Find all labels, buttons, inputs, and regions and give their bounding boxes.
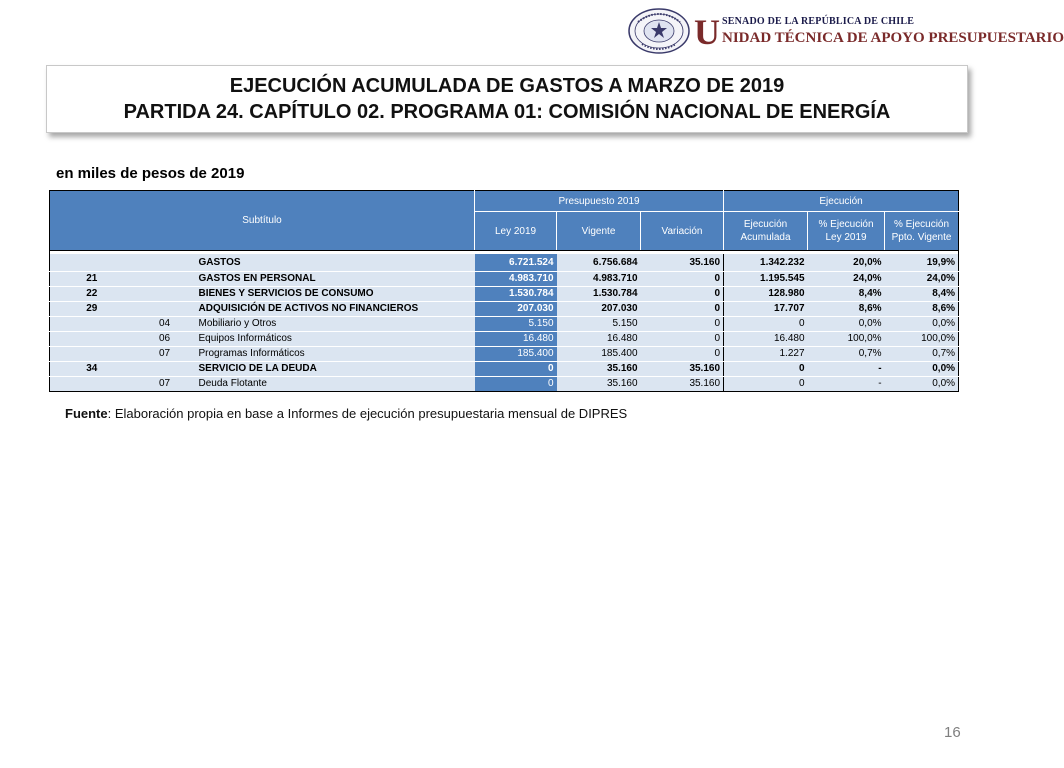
cell-vigente: 5.150 [557,317,641,332]
cell-subtitulo: 29 [50,302,134,317]
cell-pct-ley: 8,4% [808,287,885,302]
table-row [50,332,959,347]
cell-ejecucion: 17.707 [724,302,808,317]
cell-pct-ley: - [808,362,885,377]
cell-item: 06 [134,332,196,347]
cell-pct-ley: 0,0% [808,317,885,332]
cell-ejecucion: 1.342.232 [724,254,808,272]
brand-initial: U [694,12,720,52]
table-row [50,272,959,287]
cell-subtitulo: 34 [50,362,134,377]
cell-variacion: 35.160 [641,254,724,272]
cell-ley: 185.400 [475,347,557,362]
utap-brand [694,12,1064,54]
col-header-variacion: Variación [641,212,724,251]
cell-ley: 1.530.784 [475,287,557,302]
cell-vigente: 16.480 [557,332,641,347]
slide-title-box [46,65,968,133]
table-row [50,254,959,272]
budget-table [49,190,959,392]
cell-variacion: 35.160 [641,362,724,377]
col-header-pct-vig-l2: Ppto. Vigente [891,232,952,243]
cell-vigente: 4.983.710 [557,272,641,287]
source-label: Fuente [65,406,108,421]
cell-variacion: 0 [641,272,724,287]
table-row [50,287,959,302]
cell-variacion: 0 [641,287,724,302]
cell-vigente: 35.160 [557,362,641,377]
table-row [50,302,959,317]
table-body [50,251,959,392]
cell-ejecucion: 16.480 [724,332,808,347]
col-group-ejecucion: Ejecución [724,191,959,212]
cell-ley: 207.030 [475,302,557,317]
cell-ejecucion: 0 [724,317,808,332]
col-header-pct-vigente [885,212,959,251]
cell-pct-vigente: 19,9% [885,254,959,272]
cell-subtitulo [50,317,134,332]
cell-pct-ley: 24,0% [808,272,885,287]
cell-item: 07 [134,377,196,392]
cell-pct-vigente: 100,0% [885,332,959,347]
cell-item [134,362,196,377]
cell-variacion: 35.160 [641,377,724,392]
col-header-subtitulo: Subtítulo [50,191,475,251]
col-group-presupuesto: Presupuesto 2019 [475,191,724,212]
cell-subtitulo: 22 [50,287,134,302]
cell-pct-ley: 100,0% [808,332,885,347]
cell-pct-vigente: 8,4% [885,287,959,302]
cell-ley: 0 [475,377,557,392]
table-row [50,362,959,377]
cell-subtitulo [50,377,134,392]
slide-title-line-2: PARTIDA 24. CAPÍTULO 02. PROGRAMA 01: COMISIÓN NACIONAL DE ENERGÍA [123,101,891,123]
cell-pct-ley: 20,0% [808,254,885,272]
cell-subtitulo: 21 [50,272,134,287]
col-header-ley: Ley 2019 [475,212,557,251]
page-number: 16 [944,724,961,741]
cell-subtitulo [50,254,134,272]
cell-vigente: 1.530.784 [557,287,641,302]
cell-pct-vigente: 0,0% [885,362,959,377]
cell-pct-vigente: 24,0% [885,272,959,287]
cell-pct-ley: 8,6% [808,302,885,317]
cell-item [134,272,196,287]
table-row [50,377,959,392]
header-logo [628,8,1064,54]
cell-ejecucion: 0 [724,362,808,377]
cell-ejecucion: 1.195.545 [724,272,808,287]
cell-pct-vigente: 0,0% [885,377,959,392]
cell-name: Equipos Informáticos [196,332,475,347]
col-header-vigente: Vigente [557,212,641,251]
senado-seal-icon [628,8,690,54]
cell-item: 04 [134,317,196,332]
cell-pct-vigente: 0,0% [885,317,959,332]
col-header-ejecucion [724,212,808,251]
cell-item: 07 [134,347,196,362]
cell-item [134,254,196,272]
table-row [50,317,959,332]
cell-ejecucion: 1.227 [724,347,808,362]
cell-variacion: 0 [641,347,724,362]
col-header-ejecucion-l1: Ejecución [743,219,788,230]
cell-variacion: 0 [641,332,724,347]
cell-vigente: 207.030 [557,302,641,317]
col-header-pct-vig-l1: % Ejecución [894,219,950,230]
cell-variacion: 0 [641,317,724,332]
slide-title-line-1: EJECUCIÓN ACUMULADA DE GASTOS A MARZO DE 2019 [229,75,785,97]
cell-vigente: 6.756.684 [557,254,641,272]
cell-name: ADQUISICIÓN DE ACTIVOS NO FINANCIEROS [196,302,475,317]
cell-pct-ley: - [808,377,885,392]
cell-vigente: 185.400 [557,347,641,362]
brand-unit-line: NIDAD TÉCNICA DE APOYO PRESUPUESTARIO [722,30,1064,46]
cell-name: SERVICIO DE LA DEUDA [196,362,475,377]
units-note: en miles de pesos de 2019 [56,165,245,182]
cell-name: Programas Informáticos [196,347,475,362]
cell-name: BIENES Y SERVICIOS DE CONSUMO [196,287,475,302]
cell-item [134,287,196,302]
cell-ley: 16.480 [475,332,557,347]
cell-ley: 5.150 [475,317,557,332]
cell-ley: 4.983.710 [475,272,557,287]
col-header-pct-ley [808,212,885,251]
col-header-pct-ley-l2: Ley 2019 [825,232,867,243]
cell-item [134,302,196,317]
cell-vigente: 35.160 [557,377,641,392]
cell-pct-ley: 0,7% [808,347,885,362]
cell-name: Deuda Flotante [196,377,475,392]
source-note [65,406,627,421]
cell-ley: 0 [475,362,557,377]
source-text: : Elaboración propia en base a Informes de ejecución presupuestaria mensual de DIPRES [107,406,628,421]
table-row [50,347,959,362]
col-header-ejecucion-l2: Acumulada [740,232,791,243]
cell-pct-vigente: 8,6% [885,302,959,317]
col-header-pct-ley-l1: % Ejecución [818,219,874,230]
cell-ejecucion: 128.980 [724,287,808,302]
cell-ley: 6.721.524 [475,254,557,272]
brand-senado-line: SENADO DE LA REPÚBLICA DE CHILE [722,16,915,27]
cell-name: GASTOS [196,254,475,272]
cell-subtitulo [50,332,134,347]
cell-name: Mobiliario y Otros [196,317,475,332]
cell-ejecucion: 0 [724,377,808,392]
cell-variacion: 0 [641,302,724,317]
cell-pct-vigente: 0,7% [885,347,959,362]
cell-name: GASTOS EN PERSONAL [196,272,475,287]
cell-subtitulo [50,347,134,362]
